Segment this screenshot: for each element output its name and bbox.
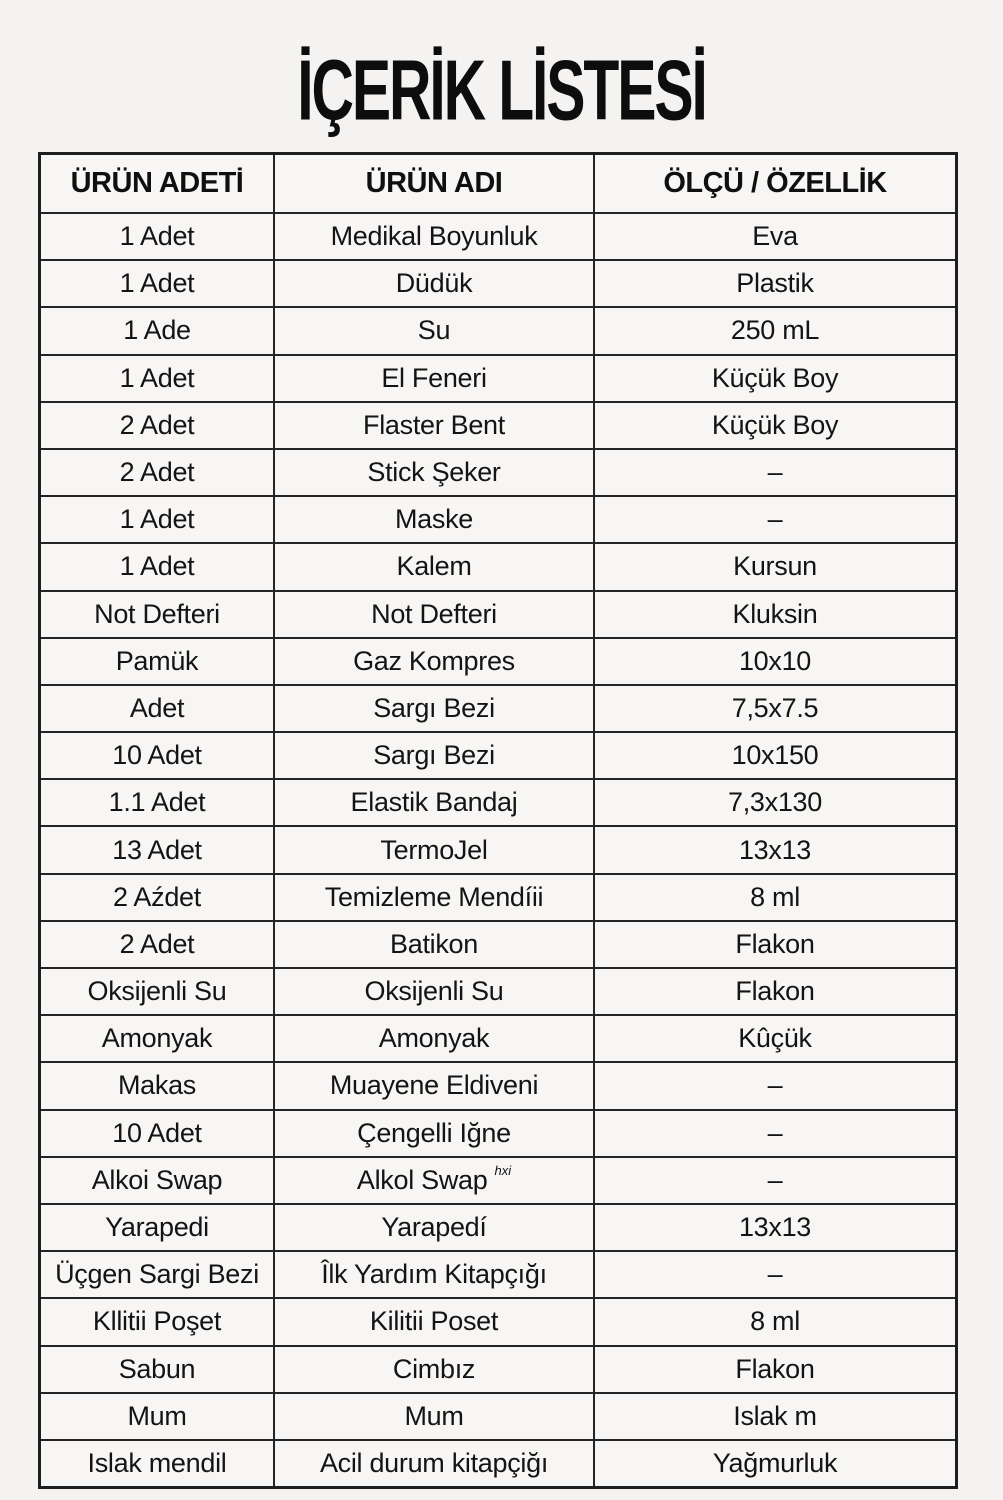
name-cell: Acil durum kitapçiğı — [273, 1441, 593, 1486]
name-cell: Oksijenli Su — [273, 969, 593, 1014]
qty-cell: 2 Adet — [119, 928, 195, 959]
spec-cell: 7,3x130 — [593, 780, 955, 825]
name-cell: Sargı Bezi — [273, 733, 593, 778]
spec-cell: 7,5x7.5 — [593, 686, 955, 731]
qty-cell: 2 Aźdet — [113, 881, 201, 912]
table-row — [41, 1297, 955, 1344]
spec-cell: – — [593, 1252, 955, 1297]
qty-cell: Üçgen Sargi Bezi — [55, 1259, 259, 1290]
header-spec: ÖLÇÜ / ÖZELLİK — [593, 155, 955, 212]
spec-cell: 10x10 — [593, 639, 955, 684]
qty-cell: 1 Adet — [119, 268, 195, 299]
name-suffix-note: hxi — [494, 1162, 512, 1178]
table-row — [41, 731, 955, 778]
table-row — [41, 1345, 955, 1392]
spec-cell: Flakon — [593, 1347, 955, 1392]
name-cell: Kilitii Poset — [273, 1299, 593, 1344]
table-row — [41, 873, 955, 920]
table-row — [41, 778, 955, 825]
qty-cell: Alkoi Swap — [91, 1164, 223, 1195]
qty-cell: 10 Adet — [112, 1117, 202, 1148]
table-row — [41, 401, 955, 448]
table-row — [41, 1014, 955, 1061]
name-cell: Çengelli Iğne — [273, 1111, 593, 1156]
qty-cell: Kllitii Poşet — [92, 1306, 222, 1337]
name-cell: Flaster Bent — [273, 403, 593, 448]
content-table — [38, 152, 958, 1489]
table-row — [41, 1061, 955, 1108]
name-cell: TermoJel — [273, 827, 593, 872]
name-cell: Muayene Eldiveni — [273, 1063, 593, 1108]
spec-cell: Kursun — [593, 544, 955, 589]
table-row — [41, 1109, 955, 1156]
name-cell: Amonyak — [273, 1016, 593, 1061]
spec-cell: Islak m — [593, 1394, 955, 1439]
qty-cell: 13 Adet — [112, 834, 202, 865]
spec-cell: Küçük Boy — [593, 403, 955, 448]
name-cell: Not Defteri — [273, 592, 593, 637]
table-row — [41, 1250, 955, 1297]
qty-cell: 10 Adet — [112, 740, 202, 771]
name-cell: Gaz Kompres — [273, 639, 593, 684]
table-row — [41, 306, 955, 353]
spec-cell: 13x13 — [593, 827, 955, 872]
name-cell: Îlk Yardım Kitapçığı — [273, 1252, 593, 1297]
table-header-row — [41, 155, 955, 212]
name-cell: Cimbız — [273, 1347, 593, 1392]
spec-cell: 13x13 — [593, 1205, 955, 1250]
qty-cell: Oksijenli Su — [87, 976, 227, 1007]
spec-cell: Kluksin — [593, 592, 955, 637]
spec-cell: 10x150 — [593, 733, 955, 778]
table-row — [41, 1392, 955, 1439]
qty-cell: 1.1 Adet — [108, 787, 206, 818]
qty-cell: 1 Ade — [123, 315, 191, 346]
table-row — [41, 354, 955, 401]
spec-cell: – — [593, 1158, 955, 1203]
spec-cell: Yağmurluk — [593, 1441, 955, 1486]
table-row — [41, 825, 955, 872]
spec-cell: 8 ml — [593, 875, 955, 920]
qty-cell: Amonyak — [101, 1023, 213, 1054]
name-cell: Stick Şeker — [273, 450, 593, 495]
name-cell: Medikal Boyunluk — [273, 214, 593, 259]
qty-cell: 2 Adet — [119, 409, 195, 440]
name-cell: El Feneri — [273, 356, 593, 401]
table-row — [41, 1439, 955, 1486]
spec-cell: Eva — [593, 214, 955, 259]
spec-cell: 8 ml — [593, 1299, 955, 1344]
qty-cell: Not Defteri — [94, 598, 220, 629]
spec-cell: Plastik — [593, 261, 955, 306]
qty-cell: 1 Adet — [119, 221, 195, 252]
spec-cell: – — [593, 450, 955, 495]
qty-cell: Pamük — [115, 645, 199, 676]
table-row — [41, 448, 955, 495]
qty-cell: 1 Adet — [119, 504, 195, 535]
table-row — [41, 1156, 955, 1203]
name-cell: Alkol Swap hxi — [273, 1158, 593, 1203]
qty-cell: 1 Adet — [119, 551, 195, 582]
table-row — [41, 1203, 955, 1250]
spec-cell: Küçük Boy — [593, 356, 955, 401]
qty-cell: 2 Adet — [119, 457, 195, 488]
spec-cell: – — [593, 497, 955, 542]
header-name: ÜRÜN ADI — [273, 155, 593, 212]
header-qty: ÜRÜN ADETİ — [70, 167, 244, 199]
qty-cell: Sabun — [118, 1353, 196, 1384]
spec-cell: Flakon — [593, 922, 955, 967]
name-cell: Maske — [273, 497, 593, 542]
spec-cell: Kûçük — [593, 1016, 955, 1061]
table-row — [41, 967, 955, 1014]
table-row — [41, 259, 955, 306]
spec-cell: Flakon — [593, 969, 955, 1014]
name-cell: Yarapedí — [273, 1205, 593, 1250]
spec-cell: – — [593, 1063, 955, 1108]
spec-cell: – — [593, 1111, 955, 1156]
name-cell: Sargı Bezi — [273, 686, 593, 731]
qty-cell: Mum — [127, 1400, 187, 1431]
spec-cell: 250 mL — [593, 308, 955, 353]
name-cell: Kalem — [273, 544, 593, 589]
name-cell: Batikon — [273, 922, 593, 967]
name-cell: Elastik Bandaj — [273, 780, 593, 825]
page-title: İÇERİK LİSTESİ — [297, 42, 706, 138]
qty-cell: Yarapedi — [105, 1212, 209, 1243]
name-cell: Su — [273, 308, 593, 353]
table-row — [41, 920, 955, 967]
name-cell: Temizleme Mendíii — [273, 875, 593, 920]
table-row — [41, 212, 955, 259]
qty-cell: Adet — [129, 692, 185, 723]
table-row — [41, 590, 955, 637]
qty-cell: 1 Adet — [119, 362, 195, 393]
qty-cell: Makas — [117, 1070, 197, 1101]
name-cell: Düdük — [273, 261, 593, 306]
name-cell: Mum — [273, 1394, 593, 1439]
table-row — [41, 542, 955, 589]
table-row — [41, 684, 955, 731]
table-row — [41, 495, 955, 542]
table-row — [41, 637, 955, 684]
qty-cell: Islak mendil — [87, 1447, 227, 1478]
